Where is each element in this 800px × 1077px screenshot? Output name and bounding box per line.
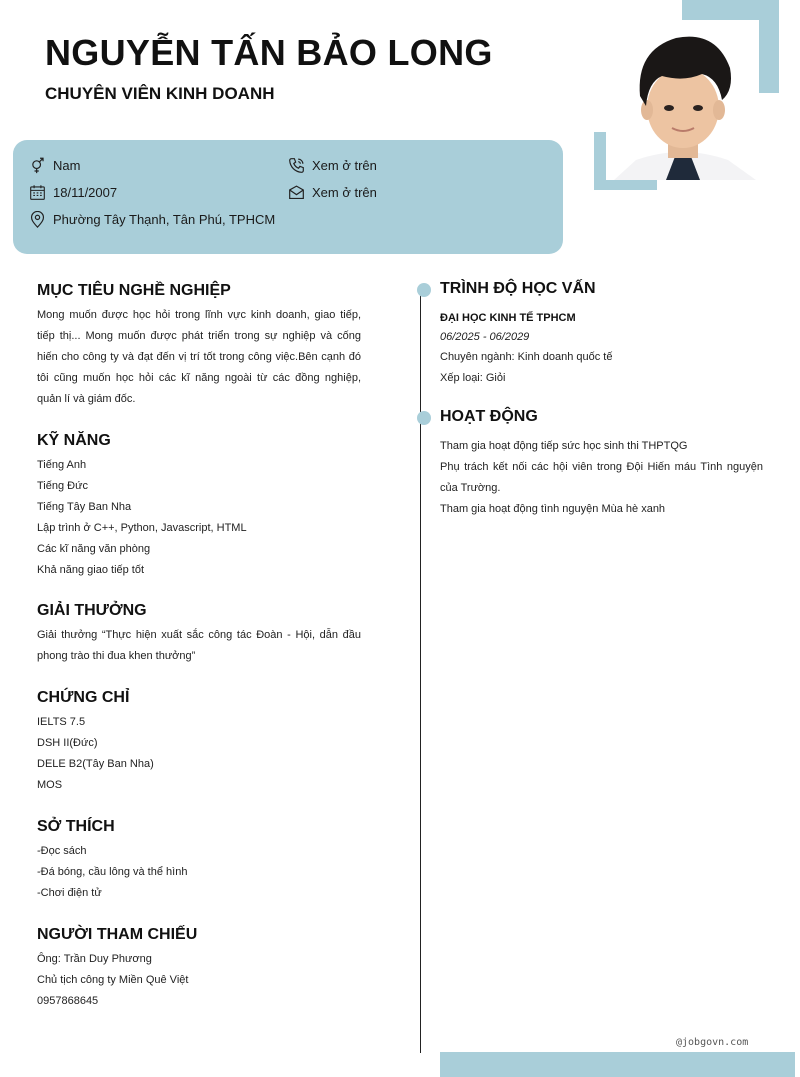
- phone-icon: [287, 156, 305, 174]
- list-item: IELTS 7.5: [37, 716, 86, 728]
- objective-text: Mong muốn được học hỏi trong lĩnh vực kinh doanh, giao tiếp, tiếp thị... Mong muốn được phát triển trong sự nghiệp và cống hiến cho công ty và đạt đến vị trí tốt trong công việc.Bên cạnh đó tôi cũng muốn học hỏi các kĩ năng ngoài từ các đồng nghiệp, quản lí và giám đốc.: [37, 309, 361, 405]
- candidate-name: NGUYỄN TẤN BẢO LONG: [45, 32, 493, 73]
- email-text[interactable]: Xem ở trên: [312, 184, 377, 200]
- list-item: Lập trình ở C++, Python, Javascript, HTML: [37, 522, 247, 534]
- list-item: DELE B2(Tây Ban Nha): [37, 758, 154, 770]
- timeline-dot: [417, 283, 431, 297]
- timeline-line: [420, 290, 421, 1053]
- skills-list: [37, 455, 247, 581]
- address-row: [28, 210, 275, 228]
- phone-row: [287, 156, 377, 174]
- list-item: Tiếng Đức: [37, 480, 88, 492]
- activity-item: Tham gia hoạt động tình nguyện Mùa hè xanh: [440, 503, 666, 515]
- timeline-dot: [417, 411, 431, 425]
- envelope-icon: [287, 183, 305, 201]
- list-item: -Đọc sách: [37, 845, 87, 857]
- decor-bar: [759, 0, 779, 93]
- hobbies-title: SỞ THÍCH: [37, 818, 115, 835]
- references-title: NGƯỜI THAM CHIẾU: [37, 926, 198, 943]
- activity-item: Phụ trách kết nối các hội viên trong Đội Hiến máu Tình nguyện của Trường.: [440, 461, 763, 494]
- gender-row: [28, 156, 80, 174]
- education-grade: Xếp loại: Giỏi: [440, 372, 506, 384]
- watermark: @jobgovn.com: [676, 1037, 749, 1048]
- list-item: -Chơi điện tử: [37, 887, 102, 899]
- awards-title: GIẢI THƯỞNG: [37, 602, 147, 619]
- location-pin-icon: [28, 210, 46, 228]
- certificates-list: [37, 712, 154, 796]
- objective-title: MỤC TIÊU NGHỀ NGHIỆP: [37, 282, 231, 299]
- activity-item: Tham gia hoạt động tiếp sức học sinh thi THPTQG: [440, 440, 688, 452]
- list-item: DSH II(Đức): [37, 737, 98, 749]
- email-row: [287, 183, 377, 201]
- certificates-title: CHỨNG CHỈ: [37, 689, 130, 706]
- education-title: TRÌNH ĐỘ HỌC VẤN: [440, 280, 596, 297]
- list-item: Chủ tịch công ty Miền Quê Việt: [37, 974, 189, 986]
- list-item: Các kĩ năng văn phòng: [37, 543, 151, 555]
- address-text: Phường Tây Thạnh, Tân Phú, TPHCM: [53, 211, 276, 227]
- skills-title: KỸ NĂNG: [37, 432, 111, 449]
- list-item: 0957868645: [37, 995, 99, 1007]
- calendar-icon: [28, 183, 46, 201]
- footer-bar: [440, 1052, 795, 1077]
- school-name: ĐẠI HỌC KINH TẾ TPHCM: [440, 312, 576, 324]
- activities-title: HOẠT ĐỘNG: [440, 408, 538, 425]
- list-item: Khả năng giao tiếp tốt: [37, 564, 145, 576]
- list-item: -Đá bóng, cầu lông và thể hình: [37, 866, 188, 878]
- references-list: [37, 949, 188, 1012]
- list-item: MOS: [37, 779, 63, 791]
- hobbies-list: [37, 841, 187, 904]
- list-item: Tiếng Anh: [37, 459, 87, 471]
- phone-text[interactable]: Xem ở trên: [312, 157, 377, 173]
- job-title: CHUYÊN VIÊN KINH DOANH: [45, 84, 275, 103]
- education-major: Chuyên ngành: Kinh doanh quốc tế: [440, 351, 613, 363]
- education-period: 06/2025 - 06/2029: [440, 331, 530, 343]
- list-item: Tiếng Tây Ban Nha: [37, 501, 132, 513]
- birthday-text: 18/11/2007: [53, 184, 118, 200]
- list-item: Ông: Trần Duy Phương: [37, 953, 152, 965]
- profile-photo: [606, 20, 759, 180]
- gender-text: Nam: [53, 157, 81, 173]
- birthday-row: [28, 183, 117, 201]
- gender-icon: [28, 156, 46, 174]
- awards-text: Giải thưởng “Thực hiện xuất sắc công tác Đoàn - Hội, dẫn đầu phong trào thi đua khen thưởng”: [37, 629, 361, 662]
- activities-text: [440, 436, 763, 520]
